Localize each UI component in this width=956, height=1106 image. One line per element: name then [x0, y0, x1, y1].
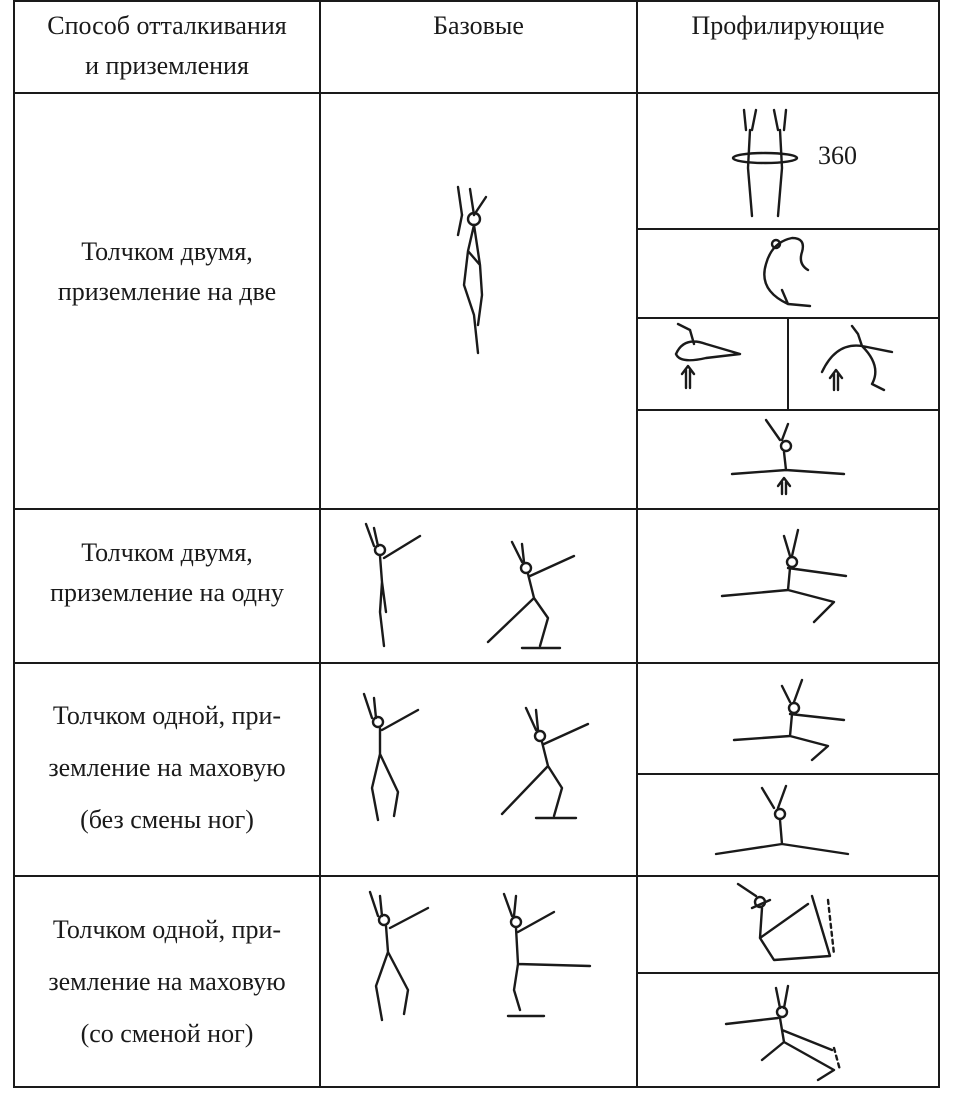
gymnast-figure-icon — [492, 704, 592, 820]
row-label-line: Толчком одной, при- — [52, 701, 282, 730]
gymnast-figure-icon — [718, 526, 850, 634]
gymnast-figure-icon — [440, 185, 500, 355]
gymnast-figure-icon — [728, 418, 848, 494]
rotation-degrees: 360 — [818, 141, 857, 170]
row-label-line: Толчком одной, при- — [52, 915, 282, 944]
gymnast-figure-icon — [712, 782, 852, 862]
gymnast-figure-icon — [364, 890, 434, 1024]
gymnast-figure-icon — [722, 984, 846, 1082]
header-col-method-line2: и приземления — [85, 51, 249, 80]
header-col-profiling: Профилирующие — [691, 11, 885, 40]
row-label-line: Толчком двумя, — [81, 237, 253, 266]
row-label-two-one — [15, 533, 319, 613]
header-col-method-line1: Способ отталкивания — [47, 11, 287, 40]
gymnast-figure-icon — [730, 108, 800, 220]
gymnast-figure-icon — [660, 320, 745, 392]
row-label-line: (со сменой ног) — [80, 1019, 254, 1048]
row-label-line: приземление на две — [57, 277, 277, 306]
row-label-line: приземление на одну — [50, 578, 284, 607]
gymnast-figure-icon — [494, 890, 594, 1018]
row-label-line: земление на маховую — [48, 753, 286, 782]
header-col-method — [15, 6, 319, 86]
gymnast-figure-icon — [752, 234, 814, 308]
row-label-two-two — [15, 232, 319, 312]
gymnast-figure-icon — [478, 538, 578, 650]
gymnast-figure-icon — [734, 880, 838, 966]
gymnast-figure-icon — [728, 676, 848, 762]
gymnast-figure-icon — [360, 522, 426, 648]
row-label-one-no-change — [15, 690, 319, 846]
gymnast-figure-icon — [812, 322, 897, 394]
row-label-line: (без смены ног) — [80, 805, 254, 834]
row-label-one-change — [15, 904, 319, 1060]
row-label-line: Толчком двумя, — [81, 538, 253, 567]
row-label-line: земление на маховую — [48, 967, 286, 996]
header-col-basic: Базовые — [433, 11, 524, 40]
gymnast-figure-icon — [358, 692, 424, 824]
